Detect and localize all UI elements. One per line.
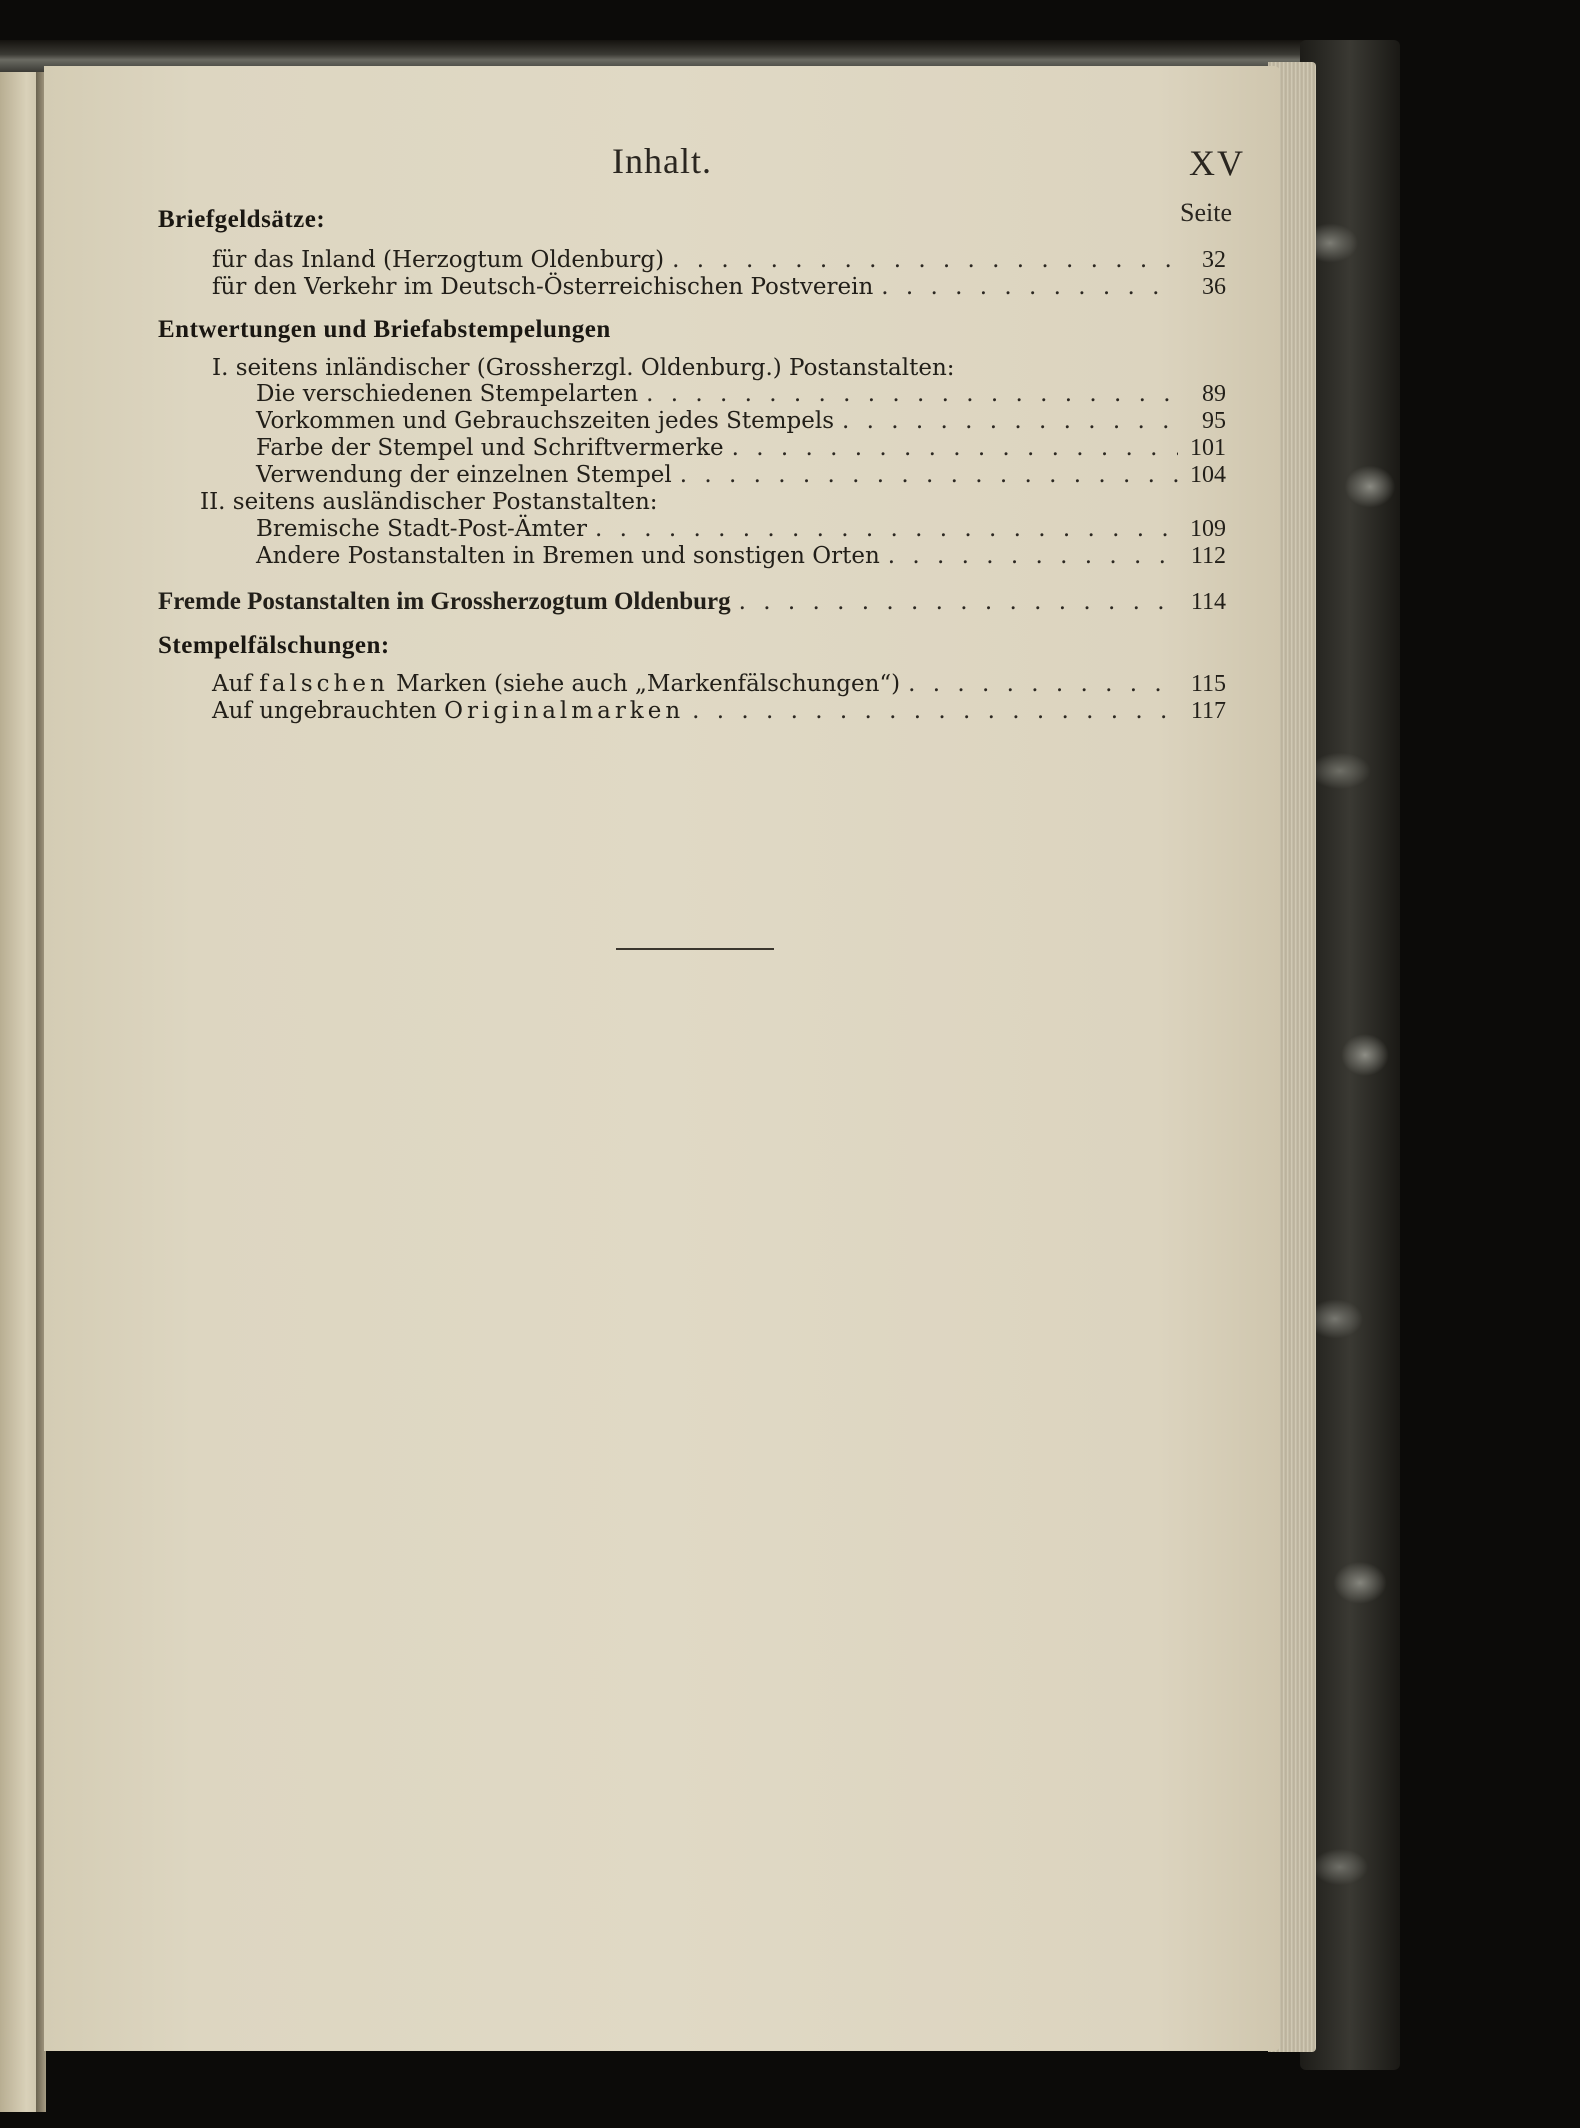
dot-leader [908, 670, 1178, 698]
entry-text: für den Verkehr im Deutsch-Österreichischen Postverein [212, 274, 874, 300]
entry-page: 114 [1190, 589, 1226, 615]
dot-leader [646, 380, 1178, 408]
dot-leader [739, 588, 1178, 616]
entry-text: Andere Postanstalten in Bremen und sonstigen Orten [256, 543, 880, 569]
toc-entry [256, 542, 1226, 570]
toc-entry [256, 434, 1226, 462]
entry-page: 95 [1202, 408, 1226, 434]
entry-text [212, 697, 684, 725]
section-heading: Stempelfälschungen: [158, 632, 390, 659]
toc-entry [256, 380, 1226, 408]
entry-text-spaced: Originalmarken [444, 698, 685, 724]
entry-page: 36 [1202, 274, 1226, 300]
entry-text: Farbe der Stempel und Schriftvermerke [256, 435, 724, 461]
entry-page: 112 [1190, 543, 1226, 569]
toc-entry [212, 273, 1226, 301]
toc-entry [212, 697, 1226, 725]
dot-leader [732, 434, 1178, 462]
toc-entry [256, 515, 1226, 543]
entry-page: 101 [1190, 435, 1226, 461]
dot-leader [672, 246, 1178, 274]
closing-rule [616, 948, 774, 950]
toc-entry [212, 246, 1226, 274]
dot-leader [680, 461, 1178, 489]
entry-page: 32 [1202, 247, 1226, 273]
entry-text-prefix: Auf ungebrauchten [212, 698, 437, 724]
entry-text: für das Inland (Herzogtum Oldenburg) [212, 247, 665, 273]
entry-text: Die verschiedenen Stempelarten [256, 381, 639, 407]
entry-text [212, 670, 900, 698]
entry-text-suffix: Marken (siehe auch „Markenfälschungen“) [396, 671, 901, 697]
entry-page: 115 [1190, 671, 1226, 697]
entry-page: 109 [1190, 516, 1226, 542]
section-heading: Fremde Postanstalten im Grossherzogtum Oldenburg [158, 588, 731, 615]
toc-entry [256, 461, 1226, 489]
page-column-label: Seite [1180, 198, 1232, 227]
entry-page: 104 [1190, 462, 1226, 488]
entry-page: 89 [1202, 381, 1226, 407]
subsection-heading: I. seitens inländischer (Grossherzgl. Oldenburg.) Postanstalten: [212, 355, 955, 381]
dot-leader [842, 407, 1178, 435]
section-heading: Briefgeldsätze: [158, 206, 326, 233]
dot-leader [888, 542, 1178, 570]
entry-text-spaced: falschen [259, 671, 389, 697]
dot-leader [595, 515, 1178, 543]
toc-entry [256, 407, 1226, 435]
section-heading: Entwertungen und Briefabstempelungen [158, 316, 611, 343]
dot-leader [881, 273, 1178, 301]
entry-text: Vorkommen und Gebrauchszeiten jedes Stempels [256, 408, 835, 434]
page [44, 66, 1280, 2051]
page-number: XV [1189, 143, 1245, 183]
entry-text: Verwendung der einzelnen Stempel [256, 462, 672, 488]
toc-entry [212, 670, 1226, 698]
entry-text: Bremische Stadt-Post-Ämter [256, 516, 588, 542]
left-page-edge [0, 72, 38, 2112]
entry-text-prefix: Auf [212, 671, 252, 697]
toc-entry-section [158, 588, 1226, 616]
entry-page: 117 [1190, 698, 1226, 724]
subsection-heading: II. seitens ausländischer Postanstalten: [200, 489, 658, 515]
running-title: Inhalt. [612, 141, 712, 181]
dot-leader [692, 697, 1178, 725]
